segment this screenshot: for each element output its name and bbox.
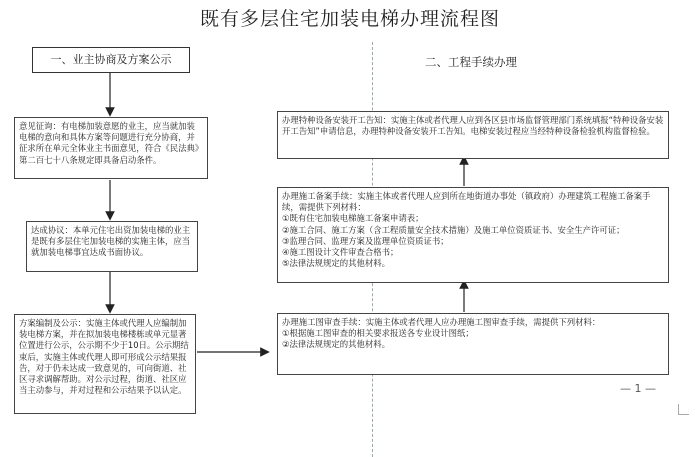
left-box-consultation [14, 117, 208, 179]
review-line-2: ②法律法规规定的其他材料。 [282, 339, 391, 350]
notice-line-0: 办理特种设备安装开工告知：实施主体或者代理人应到各区县市场监督管理部门系统填报“特种设备安装开工告知”申请信息，办理特种设备安装开工告知。电梯安装过程应当经特种设备检验机构监督检验。 [282, 115, 664, 137]
left-section-header: 一、业主协商及方案公示 [32, 47, 190, 73]
filing-line-2: ②施工合同、施工方案（含工程质量安全技术措施）及施工单位资质证书、安全生产许可证； [282, 224, 625, 235]
right-box-special-equipment-notice [277, 111, 669, 159]
left-box-plan-publicity [14, 314, 196, 414]
filing-line-3: ③监理合同、监理方案及监理单位资质证书； [282, 235, 449, 246]
filing-line-5: ⑤法律法规规定的其他材料。 [282, 258, 391, 269]
crop-mark [678, 404, 689, 415]
agreement-text: 达成协议：本单元住宅出资加装电梯的业主是既有多层住宅加装电梯的实施主体，应当就加装电梯事宜达成书面协议。 [31, 225, 191, 258]
review-line-1: ①根据施工图审查的相关要求报送各专业设计图纸； [282, 328, 474, 339]
consultation-text: 意见征询：有电梯加装意愿的业主，应当就加装电梯的意向和具体方案等问题进行充分协商，并征求所在单元全体业主书面意见，符合《民法典》第二百七十八条规定即具备启动条件。 [19, 121, 200, 165]
left-box-agreement [26, 221, 198, 272]
review-line-0: 办理施工图审查手续：实施主体或者代理人应办理施工图审查手续，需提供下列材料： [282, 317, 601, 327]
plan-publicity-text: 方案编制及公示：实施主体或代理人应编制加装电梯方案，并在拟加装电梯楼栋或单元显著位置进行公示，公示期不少于10日。公示期结束后，实施主体或代理人即可形成公示结果报告，对于仍未达成一致意见的，可向街道、社区寻求调解帮助。对公示过程，街道、社区应当主动参与，并对过程和公示结果予以认定。 [19, 318, 189, 396]
filing-line-4: ④施工图设计文件审查合格书； [282, 247, 399, 258]
filing-line-1: ①既有住宅加装电梯施工备案申请表； [282, 213, 424, 224]
page-title: 既有多层住宅加装电梯办理流程图 [199, 8, 500, 30]
right-section-header: 二、工程手续办理 [388, 50, 554, 74]
page-number: — 1 — [620, 382, 656, 395]
right-box-drawing-review [277, 313, 669, 375]
right-box-construction-filing [277, 187, 669, 283]
filing-line-0: 办理施工备案手续：实施主体或者代理人应到所在地街道办事处（镇政府）办理建筑工程施工备案手续，需提供下列材料： [282, 191, 651, 213]
